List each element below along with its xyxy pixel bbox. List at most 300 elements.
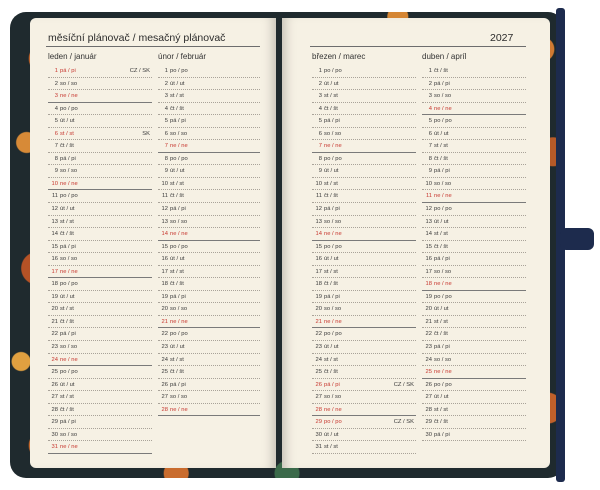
day-number: 14	[161, 231, 168, 238]
month-column-february	[158, 52, 260, 416]
day-number: 17	[51, 268, 58, 275]
weekday-label: ne / ne	[60, 356, 78, 363]
day-row	[158, 90, 260, 103]
day-row	[312, 441, 416, 454]
month-name: duben / apríl	[422, 52, 467, 61]
weekday-label: ne / ne	[434, 193, 452, 200]
day-row	[158, 203, 260, 216]
day-number: 11	[51, 193, 58, 200]
day-row	[48, 253, 152, 266]
weekday-label: út / ut	[434, 306, 449, 313]
day-number: 19	[51, 293, 58, 300]
weekday-label: so / so	[170, 306, 188, 313]
weekday-label: út / ut	[60, 293, 75, 300]
day-number: 17	[315, 268, 322, 275]
day-list	[48, 65, 152, 454]
weekday-label: pá / pi	[60, 243, 76, 250]
weekday-label: po / po	[324, 68, 342, 74]
weekday-label: so / so	[324, 130, 342, 137]
day-row	[158, 341, 260, 354]
day-row	[422, 366, 526, 379]
day-row	[312, 278, 416, 291]
day-number: 28	[161, 406, 168, 413]
weekday-label: út / ut	[60, 206, 75, 213]
weekday-label: pá / pi	[170, 118, 186, 125]
day-number: 6	[164, 130, 168, 137]
day-row	[312, 178, 416, 191]
day-number: 10	[51, 180, 58, 187]
day-row	[48, 165, 152, 178]
weekday-label: po / po	[434, 293, 452, 300]
day-number: 17	[161, 268, 168, 275]
day-row	[48, 278, 152, 291]
weekday-label: po / po	[170, 243, 188, 250]
day-number: 10	[425, 180, 432, 187]
day-row	[422, 115, 526, 128]
day-row	[312, 253, 416, 266]
day-row	[422, 416, 526, 429]
day-row	[422, 429, 526, 442]
day-number: 23	[51, 344, 58, 351]
day-row	[158, 115, 260, 128]
day-row	[158, 316, 260, 329]
month-name: únor / február	[158, 52, 207, 61]
day-number: 29	[315, 419, 322, 426]
weekday-label: pá / pi	[170, 381, 186, 388]
month-name: leden / január	[48, 52, 97, 61]
day-row	[158, 354, 260, 367]
day-number: 9	[164, 168, 168, 175]
day-number: 8	[164, 155, 168, 162]
day-row	[422, 341, 526, 354]
day-number: 4	[428, 105, 432, 112]
day-row	[158, 366, 260, 379]
day-row	[312, 328, 416, 341]
weekday-label: so / so	[324, 218, 342, 225]
day-number: 5	[164, 118, 168, 125]
day-number: 15	[315, 243, 322, 250]
weekday-label: po / po	[434, 381, 452, 388]
day-row	[48, 228, 152, 241]
day-number: 9	[318, 168, 322, 175]
weekday-label: so / so	[170, 130, 188, 137]
day-row	[48, 404, 152, 417]
day-number: 28	[425, 406, 432, 413]
weekday-label: so / so	[60, 256, 78, 263]
day-row	[422, 90, 526, 103]
day-number: 3	[428, 93, 432, 100]
weekday-label: pá / pi	[60, 419, 76, 426]
weekday-label: st / st	[324, 356, 338, 363]
weekday-label: pá / pi	[170, 293, 186, 300]
day-list	[312, 65, 416, 454]
day-row	[422, 178, 526, 191]
weekday-label: út / ut	[324, 344, 339, 351]
weekday-label: út / ut	[324, 256, 339, 263]
day-row	[312, 266, 416, 279]
day-row	[312, 379, 416, 392]
day-row	[158, 328, 260, 341]
day-row	[312, 128, 416, 141]
weekday-label: po / po	[60, 369, 78, 376]
day-row	[312, 303, 416, 316]
day-row	[312, 65, 416, 78]
day-row	[312, 228, 416, 241]
day-number: 2	[164, 80, 168, 87]
weekday-label: čt / št	[60, 406, 74, 413]
weekday-label: po / po	[60, 193, 78, 200]
day-number: 21	[161, 318, 168, 325]
day-row	[158, 140, 260, 153]
weekday-label: so / so	[434, 268, 452, 275]
weekday-label: čt / št	[60, 318, 74, 325]
day-number: 30	[315, 431, 322, 438]
weekday-label: čt / št	[434, 331, 448, 338]
day-number: 3	[164, 93, 168, 100]
weekday-label: čt / št	[60, 143, 74, 150]
day-number: 16	[425, 256, 432, 263]
day-row	[422, 165, 526, 178]
weekday-label: po / po	[434, 118, 452, 125]
day-number: 22	[161, 331, 168, 338]
day-number: 24	[51, 356, 58, 363]
weekday-label: st / st	[170, 268, 184, 275]
weekday-label: čt / št	[170, 193, 184, 200]
holiday-note: CZ / SK	[393, 419, 414, 426]
day-number: 27	[51, 394, 58, 401]
weekday-label: pá / pi	[170, 206, 186, 213]
day-row	[158, 216, 260, 229]
weekday-label: ne / ne	[170, 406, 188, 413]
day-number: 15	[161, 243, 168, 250]
day-number: 7	[164, 143, 168, 150]
weekday-label: st / st	[434, 231, 448, 238]
weekday-label: čt / št	[324, 105, 338, 112]
weekday-label: čt / št	[434, 419, 448, 426]
day-number: 12	[425, 206, 432, 213]
weekday-label: ne / ne	[170, 231, 188, 238]
weekday-label: po / po	[324, 243, 342, 250]
day-number: 11	[161, 193, 168, 200]
weekday-label: čt / št	[434, 243, 448, 250]
day-row	[312, 291, 416, 304]
day-row	[422, 278, 526, 291]
day-row	[48, 366, 152, 379]
day-number: 28	[51, 406, 58, 413]
weekday-label: pá / pi	[324, 118, 340, 125]
weekday-label: so / so	[324, 394, 342, 401]
weekday-label: út / ut	[170, 344, 185, 351]
day-number: 31	[51, 444, 58, 451]
weekday-label: so / so	[434, 180, 452, 187]
weekday-label: pá / pi	[324, 293, 340, 300]
day-row	[312, 404, 416, 417]
day-number: 21	[315, 318, 322, 325]
holiday-note: CZ / SK	[129, 68, 150, 74]
weekday-label: čt / št	[170, 281, 184, 288]
weekday-label: út / ut	[60, 381, 75, 388]
day-number: 30	[51, 431, 58, 438]
weekday-label: pá / pi	[434, 344, 450, 351]
weekday-label: st / st	[60, 394, 74, 401]
day-number: 27	[161, 394, 168, 401]
day-row	[312, 241, 416, 254]
day-number: 28	[315, 406, 322, 413]
day-number: 1	[428, 68, 432, 74]
day-number: 3	[318, 93, 322, 100]
day-row	[422, 241, 526, 254]
day-row	[48, 241, 152, 254]
day-number: 14	[51, 231, 58, 238]
day-row	[422, 103, 526, 116]
weekday-label: út / ut	[170, 256, 185, 263]
day-row	[312, 115, 416, 128]
day-number: 8	[318, 155, 322, 162]
day-number: 24	[161, 356, 168, 363]
weekday-label: st / st	[170, 356, 184, 363]
weekday-label: pá / pi	[324, 381, 340, 388]
day-row	[48, 90, 152, 103]
weekday-label: st / st	[324, 93, 338, 100]
day-number: 15	[425, 243, 432, 250]
day-number: 23	[315, 344, 322, 351]
day-number: 25	[315, 369, 322, 376]
weekday-label: po / po	[324, 155, 342, 162]
weekday-label: pá / pi	[60, 331, 76, 338]
day-row	[48, 178, 152, 191]
day-number: 30	[425, 431, 432, 438]
weekday-label: ne / ne	[324, 231, 342, 238]
day-row	[312, 153, 416, 166]
day-row	[158, 303, 260, 316]
weekday-label: ne / ne	[324, 318, 342, 325]
day-row	[312, 90, 416, 103]
day-row	[422, 379, 526, 392]
day-number: 13	[425, 218, 432, 225]
day-row	[312, 190, 416, 203]
weekday-label: so / so	[434, 356, 452, 363]
weekday-label: pá / pi	[434, 431, 450, 438]
day-number: 8	[54, 155, 58, 162]
holiday-note: SK	[142, 130, 150, 137]
day-row	[422, 303, 526, 316]
weekday-label: ne / ne	[60, 180, 78, 187]
day-row	[312, 341, 416, 354]
day-number: 6	[318, 130, 322, 137]
weekday-label: ne / ne	[324, 406, 342, 413]
day-number: 26	[51, 381, 58, 388]
weekday-label: čt / št	[434, 68, 448, 74]
day-row	[48, 416, 152, 429]
day-row	[48, 103, 152, 116]
weekday-label: po / po	[60, 281, 78, 288]
day-number: 9	[428, 168, 432, 175]
planner-year: 2027	[490, 32, 514, 44]
weekday-label: ne / ne	[60, 93, 78, 100]
day-number: 2	[428, 80, 432, 87]
day-number: 2	[54, 80, 58, 87]
weekday-label: pá / pi	[60, 68, 76, 74]
weekday-label: so / so	[170, 218, 188, 225]
day-row	[48, 65, 152, 78]
weekday-label: út / ut	[324, 80, 339, 87]
day-number: 10	[161, 180, 168, 187]
weekday-label: st / st	[170, 180, 184, 187]
day-number: 22	[51, 331, 58, 338]
day-row	[48, 429, 152, 442]
day-number: 29	[51, 419, 58, 426]
day-number: 13	[315, 218, 322, 225]
day-row	[312, 429, 416, 442]
day-row	[312, 316, 416, 329]
weekday-label: so / so	[60, 168, 78, 175]
day-row	[312, 103, 416, 116]
weekday-label: ne / ne	[434, 369, 452, 376]
day-row	[158, 103, 260, 116]
day-number: 10	[315, 180, 322, 187]
day-row	[158, 253, 260, 266]
weekday-label: út / ut	[324, 431, 339, 438]
day-row	[48, 140, 152, 153]
day-number: 12	[315, 206, 322, 213]
day-row	[48, 391, 152, 404]
day-row	[422, 328, 526, 341]
day-row	[422, 404, 526, 417]
day-number: 26	[315, 381, 322, 388]
day-number: 1	[318, 68, 322, 74]
weekday-label: čt / št	[434, 155, 448, 162]
weekday-label: so / so	[60, 80, 78, 87]
day-number: 8	[428, 155, 432, 162]
day-number: 4	[164, 105, 168, 112]
day-number: 23	[425, 344, 432, 351]
day-list	[158, 65, 260, 416]
day-number: 2	[318, 80, 322, 87]
day-row	[422, 216, 526, 229]
day-number: 14	[425, 231, 432, 238]
header-divider-right	[310, 46, 526, 47]
weekday-label: so / so	[60, 344, 78, 351]
day-number: 25	[425, 369, 432, 376]
day-number: 5	[54, 118, 58, 125]
day-row	[158, 266, 260, 279]
weekday-label: st / st	[434, 143, 448, 150]
day-row	[48, 115, 152, 128]
day-number: 9	[54, 168, 58, 175]
weekday-label: st / st	[434, 318, 448, 325]
day-number: 26	[425, 381, 432, 388]
day-number: 21	[425, 318, 432, 325]
weekday-label: pá / pi	[434, 80, 450, 87]
weekday-label: so / so	[324, 306, 342, 313]
day-number: 20	[161, 306, 168, 313]
weekday-label: st / st	[434, 406, 448, 413]
day-number: 13	[51, 218, 58, 225]
weekday-label: čt / št	[324, 369, 338, 376]
day-row	[158, 228, 260, 241]
day-number: 16	[51, 256, 58, 263]
day-number: 1	[164, 68, 168, 74]
day-number: 15	[51, 243, 58, 250]
day-number: 19	[161, 293, 168, 300]
day-row	[158, 65, 260, 78]
weekday-label: po / po	[170, 68, 188, 74]
weekday-label: pá / pi	[60, 155, 76, 162]
month-column-january	[48, 52, 152, 454]
weekday-label: ne / ne	[60, 268, 78, 275]
day-number: 20	[425, 306, 432, 313]
day-row	[158, 153, 260, 166]
day-number: 19	[315, 293, 322, 300]
day-number: 7	[318, 143, 322, 150]
day-row	[422, 190, 526, 203]
day-number: 1	[54, 68, 58, 74]
day-number: 6	[428, 130, 432, 137]
day-number: 23	[161, 344, 168, 351]
header-divider-left	[46, 46, 260, 47]
day-number: 14	[315, 231, 322, 238]
weekday-label: út / ut	[324, 168, 339, 175]
weekday-label: pá / pi	[324, 206, 340, 213]
day-row	[158, 278, 260, 291]
weekday-label: st / st	[324, 444, 338, 451]
day-row	[312, 140, 416, 153]
planner-title: měsíční plánovač / mesačný plánovač	[48, 32, 226, 44]
day-row	[422, 228, 526, 241]
day-number: 16	[161, 256, 168, 263]
day-row	[422, 266, 526, 279]
day-number: 26	[161, 381, 168, 388]
day-number: 11	[315, 193, 322, 200]
day-number: 20	[315, 306, 322, 313]
weekday-label: po / po	[60, 105, 78, 112]
day-row	[422, 203, 526, 216]
day-row	[312, 165, 416, 178]
weekday-label: st / st	[324, 180, 338, 187]
month-name: březen / marec	[312, 52, 366, 61]
day-number: 7	[428, 143, 432, 150]
weekday-label: út / ut	[434, 218, 449, 225]
weekday-label: so / so	[170, 394, 188, 401]
day-number: 25	[161, 369, 168, 376]
day-row	[48, 78, 152, 91]
day-row	[312, 78, 416, 91]
day-row	[48, 153, 152, 166]
weekday-label: st / st	[324, 268, 338, 275]
holiday-note: CZ / SK	[393, 381, 414, 388]
weekday-label: út / ut	[434, 130, 449, 137]
day-row	[422, 391, 526, 404]
day-row	[158, 178, 260, 191]
weekday-label: čt / št	[324, 281, 338, 288]
weekday-label: ne / ne	[324, 143, 342, 150]
day-row	[48, 291, 152, 304]
day-number: 27	[315, 394, 322, 401]
day-number: 27	[425, 394, 432, 401]
day-row	[158, 404, 260, 417]
day-number: 5	[428, 118, 432, 125]
weekday-label: pá / pi	[434, 168, 450, 175]
day-number: 31	[315, 444, 322, 451]
day-number: 22	[425, 331, 432, 338]
month-column-march	[312, 52, 416, 454]
weekday-label: po / po	[324, 331, 342, 338]
day-row	[312, 366, 416, 379]
day-number: 18	[425, 281, 432, 288]
weekday-label: po / po	[434, 206, 452, 213]
day-row	[48, 303, 152, 316]
day-row	[48, 441, 152, 454]
